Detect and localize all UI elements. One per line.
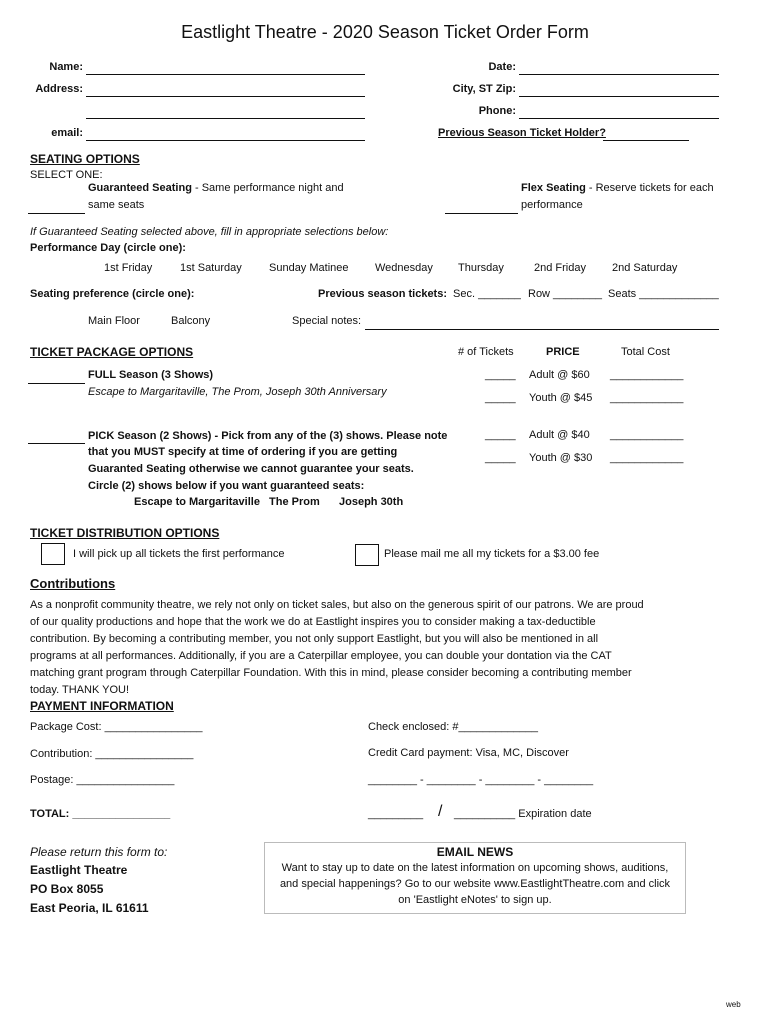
email-news-line: and special happenings? Go to our website www.EastlightTheatre.com and click: [279, 878, 671, 890]
day-option-1st-friday[interactable]: 1st Friday: [104, 262, 153, 274]
flex-seating-desc: performance: [521, 199, 583, 211]
address-line2-field[interactable]: [86, 104, 365, 119]
expiration-slash: /: [438, 803, 443, 820]
special-notes-field[interactable]: [365, 315, 719, 330]
date-label: Date:: [488, 61, 516, 73]
pick-season-line4: Circle (2) shows below if you want guaranteed seats:: [88, 480, 365, 492]
flex-seating-option: Flex Seating - Reserve tickets for each: [521, 182, 714, 194]
contributions-text: [30, 597, 644, 699]
seating-instruction: If Guaranteed Seating selected above, fill in appropriate selections below:: [30, 226, 389, 238]
full-season-title: FULL Season (3 Shows): [88, 369, 214, 381]
postage-field[interactable]: Postage: ________________: [30, 774, 175, 786]
mail-label: Please mail me all my tickets for a $3.00 fee: [384, 548, 600, 560]
full-season-shows: Escape to Margaritaville, The Prom, Joseph 30th Anniversary: [88, 386, 387, 398]
phone-field[interactable]: [519, 104, 719, 119]
pick-season-line2: that you MUST specify at time of ordering if you are getting: [88, 446, 398, 458]
col-num-tickets: # of Tickets: [458, 346, 514, 358]
show-option-margaritaville[interactable]: Escape to Margaritaville: [134, 496, 260, 508]
youth-45-total[interactable]: ____________: [610, 392, 684, 404]
date-field[interactable]: [519, 60, 719, 75]
col-total-cost: Total Cost: [621, 346, 670, 358]
prev-seats-field[interactable]: Seats _____________: [608, 288, 719, 300]
adult-60-qty[interactable]: _____: [485, 369, 516, 381]
address-field[interactable]: [86, 82, 365, 97]
balcony-option[interactable]: Balcony: [171, 315, 211, 327]
day-option-1st-saturday[interactable]: 1st Saturday: [180, 262, 242, 274]
seating-heading: SEATING OPTIONS: [30, 152, 140, 166]
expiration-year-field[interactable]: __________ Expiration date: [454, 808, 592, 820]
prev-holder-field[interactable]: [603, 126, 689, 141]
previous-tickets-label: Previous season tickets:: [318, 288, 448, 300]
total-field[interactable]: TOTAL: ________________: [30, 808, 171, 820]
address-label: Address:: [35, 83, 83, 95]
distribution-heading: TICKET DISTRIBUTION OPTIONS: [30, 526, 220, 540]
day-option-2nd-friday[interactable]: 2nd Friday: [534, 262, 586, 274]
pick-season-line1: PICK Season (2 Shows) - Pick from any of the (3) shows. Please note: [88, 430, 448, 442]
day-option-2nd-saturday[interactable]: 2nd Saturday: [612, 262, 678, 274]
guaranteed-seating-field[interactable]: [28, 199, 85, 214]
email-news-box: [264, 842, 686, 914]
return-line1: Eastlight Theatre: [30, 863, 128, 877]
contributions-line: As a nonprofit community theatre, we rely not only on ticket sales, but also on the generous spirit of our patrons. We are proud: [30, 599, 644, 611]
performance-day-label: Performance Day (circle one):: [30, 242, 186, 254]
packages-heading: TICKET PACKAGE OPTIONS: [30, 345, 194, 359]
adult-40-price: Adult @ $40: [529, 429, 590, 441]
email-news-line: on 'Eastlight eNotes' to sign up.: [398, 894, 552, 906]
day-option-thursday[interactable]: Thursday: [458, 262, 504, 274]
pickup-label: I will pick up all tickets the first performance: [73, 548, 285, 560]
youth-30-total[interactable]: ____________: [610, 452, 684, 464]
guaranteed-seating-desc: same seats: [88, 199, 145, 211]
package-cost-field[interactable]: Package Cost: ________________: [30, 721, 203, 733]
pickup-checkbox[interactable]: [41, 543, 65, 565]
youth-45-qty[interactable]: _____: [485, 392, 516, 404]
pick-season-field[interactable]: [28, 429, 85, 444]
expiration-month-field[interactable]: _________: [368, 808, 424, 820]
phone-label: Phone:: [478, 105, 516, 117]
contributions-line: contribution. By becoming a contributing member, you not only support Eastlight, but you will also be mentioned in all: [30, 633, 599, 645]
youth-30-qty[interactable]: _____: [485, 452, 516, 464]
return-line3: East Peoria, IL 61611: [30, 901, 149, 915]
special-notes-label: Special notes:: [292, 315, 362, 327]
return-label: Please return this form to:: [30, 845, 168, 859]
email-news-title: EMAIL NEWS: [436, 845, 514, 859]
contribution-field[interactable]: Contribution: ________________: [30, 748, 194, 760]
city-label: City, ST Zip:: [452, 83, 516, 95]
contributions-heading: Contributions: [30, 576, 116, 591]
pick-season-line3: Guaranted Seating otherwise we cannot guarantee your seats.: [88, 463, 414, 475]
credit-card-types[interactable]: Credit Card payment: Visa, MC, Discover: [368, 747, 569, 759]
day-option-sunday-matinee[interactable]: Sunday Matinee: [269, 262, 349, 274]
day-option-wednesday[interactable]: Wednesday: [375, 262, 433, 274]
card-number-field[interactable]: ________ - ________ - ________ - ________: [368, 774, 594, 786]
main-floor-option[interactable]: Main Floor: [88, 315, 140, 327]
col-price: PRICE: [546, 346, 580, 358]
adult-40-qty[interactable]: _____: [485, 429, 516, 441]
email-label: email:: [51, 127, 83, 139]
select-one-label: SELECT ONE:: [30, 169, 103, 181]
contributions-line: matching grant program through Caterpillar Foundation. With this in mind, please consider becoming a contributing member: [30, 667, 632, 679]
contributions-line: today. THANK YOU!: [30, 684, 130, 696]
check-enclosed-field[interactable]: Check enclosed: #_____________: [368, 721, 539, 733]
email-news-line: Want to stay up to date on the latest information on upcoming shows, auditions,: [281, 862, 669, 874]
youth-30-price: Youth @ $30: [529, 452, 593, 464]
return-line2: PO Box 8055: [30, 882, 104, 896]
prev-section-field[interactable]: Sec. _______: [453, 288, 521, 300]
seating-preference-label: Seating preference (circle one):: [30, 288, 195, 300]
city-field[interactable]: [519, 82, 719, 97]
adult-60-price: Adult @ $60: [529, 369, 590, 381]
guaranteed-seating-option: Guaranteed Seating - Same performance night and: [88, 182, 344, 194]
adult-60-total[interactable]: ____________: [610, 369, 684, 381]
footer-mark: web: [726, 1000, 741, 1009]
name-label: Name:: [49, 61, 83, 73]
show-option-the-prom[interactable]: The Prom: [269, 496, 320, 508]
mail-checkbox[interactable]: [355, 544, 379, 566]
contributions-line: programs at all performances. Additionally, if you are a Caterpillar employee, you can double your dontation via the CAT: [30, 650, 612, 662]
page-title: Eastlight Theatre - 2020 Season Ticket Order Form: [181, 22, 589, 42]
payment-heading: PAYMENT INFORMATION: [30, 699, 174, 713]
adult-40-total[interactable]: ____________: [610, 429, 684, 441]
contributions-line: of our quality productions and hope that the work we do at Eastlight inspires you to consider making a tax-deductible: [30, 616, 596, 628]
email-field[interactable]: [86, 126, 365, 141]
flex-seating-field[interactable]: [445, 199, 518, 214]
prev-row-field[interactable]: Row ________: [528, 288, 603, 300]
show-option-joseph[interactable]: Joseph 30th: [339, 496, 404, 508]
prev-holder-label: Previous Season Ticket Holder?: [438, 127, 606, 139]
youth-45-price: Youth @ $45: [529, 392, 593, 404]
full-season-field[interactable]: [28, 369, 85, 384]
name-field[interactable]: [86, 60, 365, 75]
